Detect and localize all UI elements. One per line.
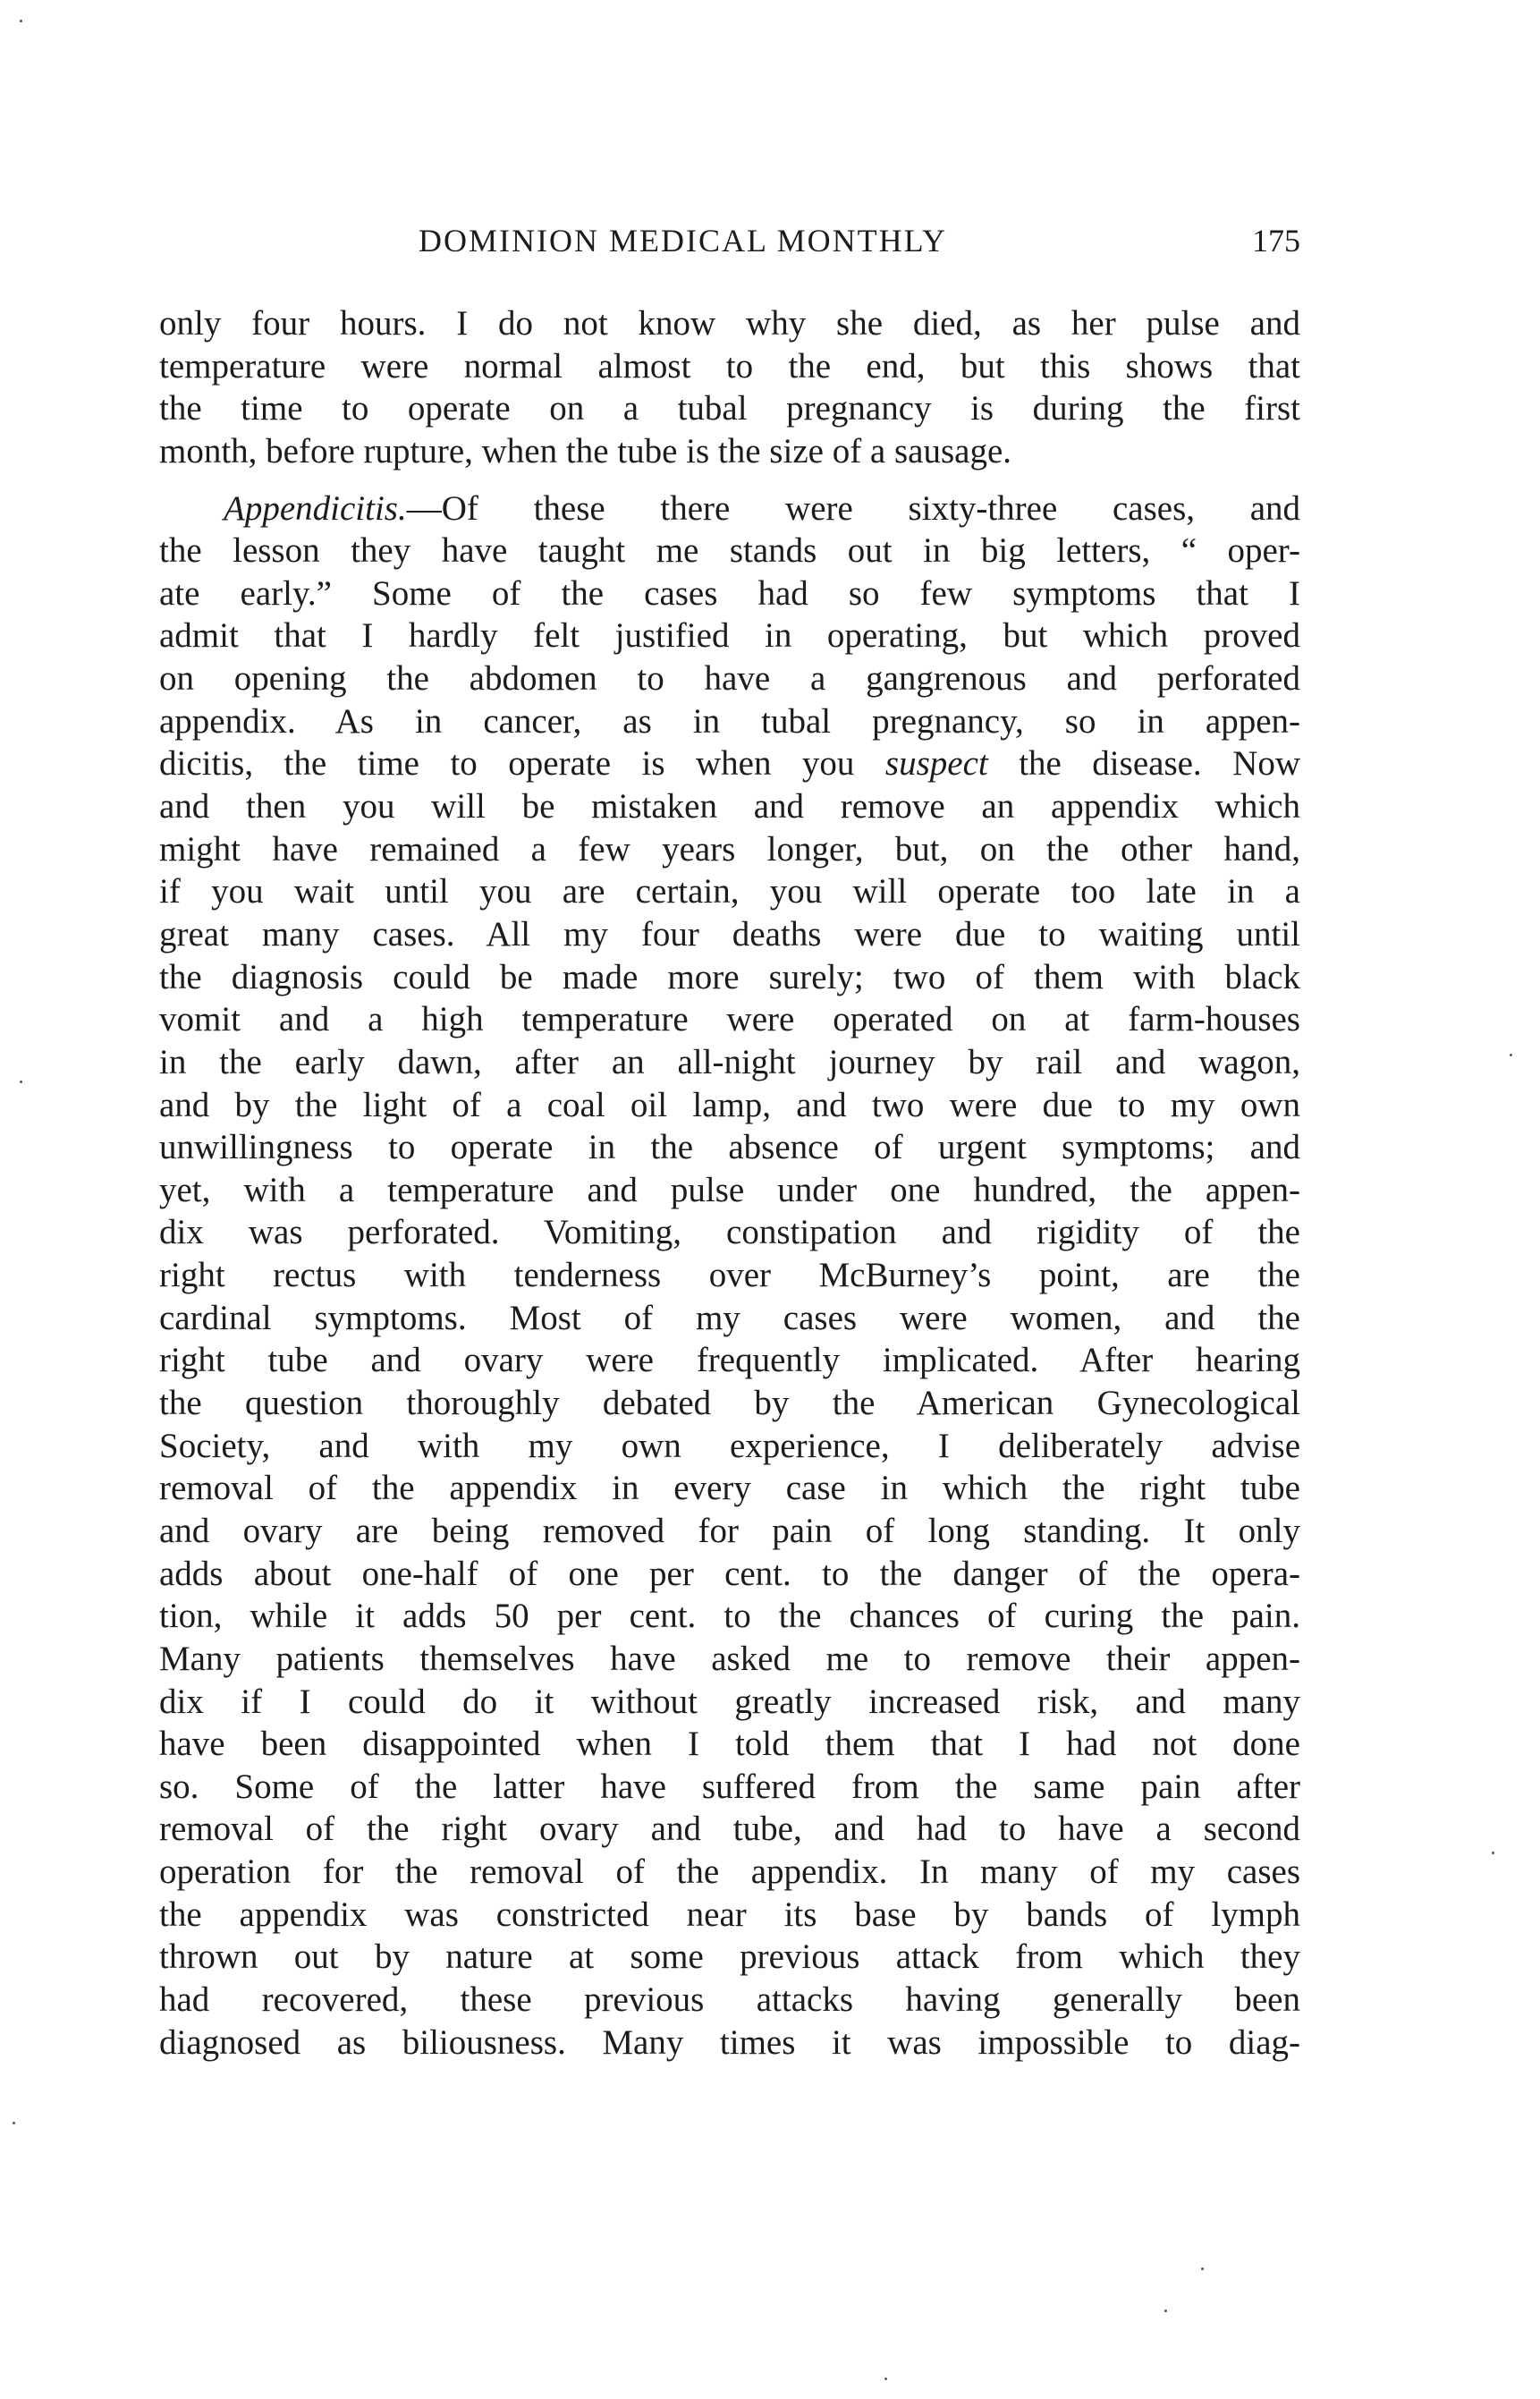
text-run: the disease. Now — [987, 744, 1300, 784]
text-line: the lesson they have taught me stands out in big letters, “ oper- — [159, 531, 1300, 571]
scan-speck — [1164, 2310, 1167, 2312]
text-line: right tube and ovary were frequently implicated. After hearing — [159, 1341, 1300, 1380]
running-head: DOMINION MEDICAL MONTHLY — [419, 223, 948, 259]
text-line: Many patients themselves have asked me to remove their appen- — [159, 1639, 1300, 1678]
text-line: the time to operate on a tubal pregnancy is during the first — [159, 389, 1300, 428]
text-line: great many cases. All my four deaths were due to waiting until — [159, 914, 1300, 954]
text-line: diagnosed as biliousness. Many times it was impossible to diag- — [159, 2022, 1300, 2062]
scan-speck — [884, 2378, 887, 2380]
scan-speck — [13, 2122, 15, 2124]
text-line: have been disappointed when I told them that I had not done — [159, 1725, 1300, 1764]
scan-speck — [1492, 1852, 1494, 1854]
text-line: might have remained a few years longer, but, on the other hand, — [159, 829, 1300, 869]
text-run: dicitis, the time to operate is when you — [159, 744, 885, 784]
text-line: ate early.” Some of the cases had so few symptoms that I — [159, 573, 1300, 613]
text-line: vomit and a high temperature were operated on at farm-houses — [159, 1000, 1300, 1039]
text-line: if you wait until you are certain, you will operate too late in a — [159, 872, 1300, 911]
emphasis: suspect — [884, 744, 988, 784]
page-header — [159, 222, 1300, 261]
body-text — [159, 302, 1300, 2064]
text-line: thrown out by nature at some previous attack from which they — [159, 1937, 1300, 1977]
text-line: on opening the abdomen to have a gangrenous and perforated — [159, 659, 1300, 699]
paragraph — [159, 302, 1300, 473]
text-line: appendix. As in cancer, as in tubal pregnancy, so in appen- — [159, 701, 1300, 741]
text-line: so. Some of the latter have suffered from the same pain after — [159, 1767, 1300, 1806]
text-line: the appendix was constricted near its base by bands of lymph — [159, 1895, 1300, 1934]
text-line: yet, with a temperature and pulse under one hundred, the appen- — [159, 1170, 1300, 1209]
section-heading: Appendicitis. — [224, 488, 407, 528]
text-line: and by the light of a coal oil lamp, and two were due to my own — [159, 1085, 1300, 1124]
text-line: tion, while it adds 50 per cent. to the chances of curing the pain. — [159, 1597, 1300, 1636]
text-line: adds about one-half of one per cent. to the danger of the opera- — [159, 1554, 1300, 1593]
page-number: 175 — [1252, 223, 1300, 259]
text-line: only four hours. I do not know why she died, as her pulse and — [159, 304, 1300, 343]
text-line: admit that I hardly felt justified in operating, but which proved — [159, 616, 1300, 656]
text-line: cardinal symptoms. Most of my cases were women, and the — [159, 1298, 1300, 1337]
scan-speck — [1201, 2268, 1204, 2270]
text-line: month, before rupture, when the tube is the size of a sausage. — [159, 431, 1012, 470]
text-line: the question thoroughly debated by the American Gynecological — [159, 1384, 1300, 1423]
text-line: the diagnosis could be made more surely; two of them with black — [159, 957, 1300, 996]
text-line: temperature were normal almost to the end, but this shows that — [159, 346, 1300, 386]
text-line — [159, 487, 1300, 530]
text-line: unwillingness to operate in the absence of urgent symptoms; and — [159, 1128, 1300, 1167]
text-line: operation for the removal of the appendix. In many of my cases — [159, 1852, 1300, 1892]
text-line: Society, and with my own experience, I deliberately advise — [159, 1426, 1300, 1465]
text-line: in the early dawn, after an all-night journey by rail and wagon, — [159, 1042, 1300, 1081]
text-run: —Of these there were sixty-three cases, and — [406, 488, 1300, 528]
scan-speck — [1510, 1054, 1512, 1056]
text-line — [159, 742, 1300, 785]
text-line: and then you will be mistaken and remove an appendix which — [159, 787, 1300, 827]
paragraph — [159, 487, 1300, 2064]
text-line: removal of the right ovary and tube, and had to have a second — [159, 1810, 1300, 1849]
scan-speck — [20, 1081, 22, 1083]
text-line: dix if I could do it without greatly increased risk, and many — [159, 1682, 1300, 1721]
text-line: and ovary are being removed for pain of long standing. It only — [159, 1511, 1300, 1550]
text-line: dix was perforated. Vomiting, constipation and rigidity of the — [159, 1213, 1300, 1252]
text-line: right rectus with tenderness over McBurney’s point, are the — [159, 1256, 1300, 1295]
scan-speck — [20, 20, 22, 22]
text-line: removal of the appendix in every case in which the right tube — [159, 1469, 1300, 1508]
text-line: had recovered, these previous attacks having generally been — [159, 1979, 1300, 2019]
